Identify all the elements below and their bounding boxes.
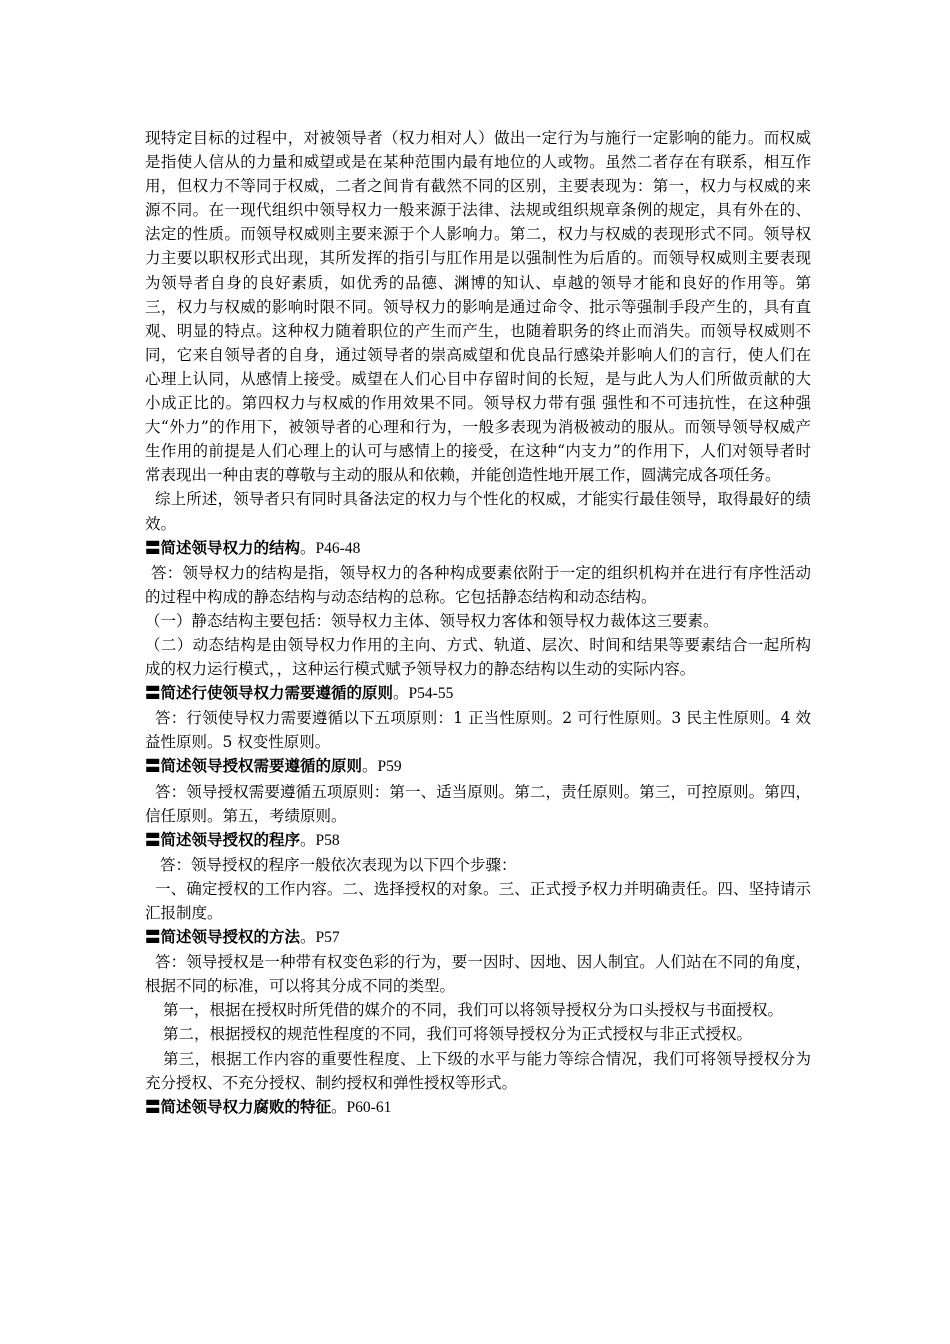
answer-paragraph: 答：领导授权需要遵循五项原则：第一、适当原则。第二，责任原则。第三，可控原则。第四，信任原则。第五，考绩原则。 (145, 782, 811, 825)
heading-title: 简述领导授权需要遵循的原则 (160, 757, 363, 776)
body-paragraph: （二）动态结构是由领导权力作用的主向、方式、轨道、层次、时间和结果等要素结合一起所构成的权力运行模式，，这种运行模式赋予领导权力的静态结构以生动的实际内容。 (145, 635, 811, 679)
section-heading (145, 925, 811, 950)
heading-marker-icon: 〓 (145, 538, 161, 557)
conclusion-paragraph: 综上所述，领导者只有同时具备法定的权力与个性化的权威，才能实行最佳领导，取得最好的绩效。 (145, 490, 811, 533)
heading-marker-icon: 〓 (145, 830, 161, 849)
heading-marker-icon: 〓 (145, 684, 161, 703)
answer-paragraph: 答：领导权力的结构是指，领导权力的各种构成要素依附于一定的组织机构并在进行有序性活动的过程中构成的静态结构与动态结构的总称。它包括静态结构和动态结构。 (145, 563, 811, 606)
body-paragraph: 第一，根据在授权时所凭借的媒介的不同，我们可以将领导授权分为口头授权与书面授权。 (163, 1001, 784, 1020)
heading-page-ref: 。P46-48 (300, 539, 361, 557)
answer-paragraph: 答：领导授权是一种带有权变色彩的行为，要一因时、因地、因人制宜。人们站在不同的角度，根据不同的标准，可以将其分成不同的类型。 (145, 953, 811, 996)
section-heading (145, 828, 811, 853)
heading-marker-icon: 〓 (145, 1097, 161, 1116)
body-paragraph: 一、确定授权的工作内容。二、选择授权的对象。三、正式授予权力并明确责任。四、坚持请示汇报制度。 (145, 879, 811, 922)
heading-page-ref: 。P54-55 (393, 685, 454, 703)
heading-title: 简述领导权力的结构 (160, 538, 301, 557)
heading-page-ref: 。P59 (362, 758, 402, 776)
section-heading (145, 536, 811, 561)
heading-title: 简述领导权力腐败的特征 (160, 1097, 332, 1116)
body-paragraph: 现特定目标的过程中，对被领导者（权力相对人）做出一定行为与施行一定影响的能力。而权威是指使人信从的力量和威望或是在某种范围内最有地位的人或物。虽然二者存在有联系，相互作用，但权力不等同于权威，二者之间肯有截然不同的区别，主要表现为：第一，权力与权威的来源不同。在一现代组织中领导权力一般来源于法律、法规或组织规章条例的规定，具有外在的、法定的性质。而领导权威则主要来源于个人影响力。第二，权力与权威的表现形式不同。领导权力主要以职权形式出现，其所发挥的指引与肛作用是以强制性为后盾的。而领导权威则主要表现为领导者自身的良好素质，如优秀的品德、渊博的知认、卓越的领导才能和良好的作用等。第三，权力与权威的影响时限不同。领导权力的影响是通过命令、批示等强制手段产生的，具有直观、明显的特点。这种权力随着职位的产生而产生，也随着职务的终止而消失。而领导权威则不同，它来自领导者的自身，通过领导者的崇高威望和优良品行感染并影响人们的言行，使人们在心理上认同，从感情上接受。威望在人们心目中存留时间的长短，是与此人为人们所做贡献的大小成正比的。第四权力与权威的作用效果不同。领导权力带有强 强性和不可违抗性，在这种强大“外力”的作用下，被领导者的心理和行为，一般多表现为消极被动的服从。而领导领导权威产生作用的前提是人们心理上的认可与感情上的接受，在这种“内支力”的作用下，人们对领导者时常表现出一种由衷的尊敬与主动的服从和依赖，并能创造性地开展工作，圆满完成各项任务。 (145, 129, 811, 485)
heading-page-ref: 。P57 (300, 929, 340, 947)
heading-title: 简述领导授权的程序 (160, 830, 301, 849)
heading-title: 简述领导授权的方法 (160, 928, 301, 947)
body-paragraph: （一）静态结构主要包括：领导权力主体、领导权力客体和领导权力裁体这三要素。 (145, 611, 719, 630)
section-heading (145, 681, 811, 706)
answer-paragraph: 答：行领使导权力需要遵循以下五项原则：1 正当性原则。2 可行性原则。3 民主性原则。4 效益性原则。5 权变性原则。 (145, 709, 811, 752)
answer-paragraph: 答：领导授权的程序一般依次表现为以下四个步骤： (160, 855, 517, 874)
heading-marker-icon: 〓 (145, 928, 161, 947)
body-paragraph: 第三，根据工作内容的重要性程度、上下级的水平与能力等综合情况，我们可将领导授权分为充分授权、不充分授权、制约授权和弹性授权等形式。 (145, 1049, 811, 1092)
body-paragraph: 第二，根据授权的规范性程度的不同，我们可将领导授权分为正式授权与非正式授权。 (163, 1025, 753, 1044)
heading-page-ref: 。P60-61 (331, 1098, 392, 1116)
heading-marker-icon: 〓 (145, 757, 161, 776)
section-heading (145, 754, 811, 779)
section-heading (145, 1095, 811, 1120)
heading-page-ref: 。P58 (300, 831, 340, 849)
heading-title: 简述行使领导权力需要遵循的原则 (160, 684, 394, 703)
document-body (145, 126, 811, 1120)
